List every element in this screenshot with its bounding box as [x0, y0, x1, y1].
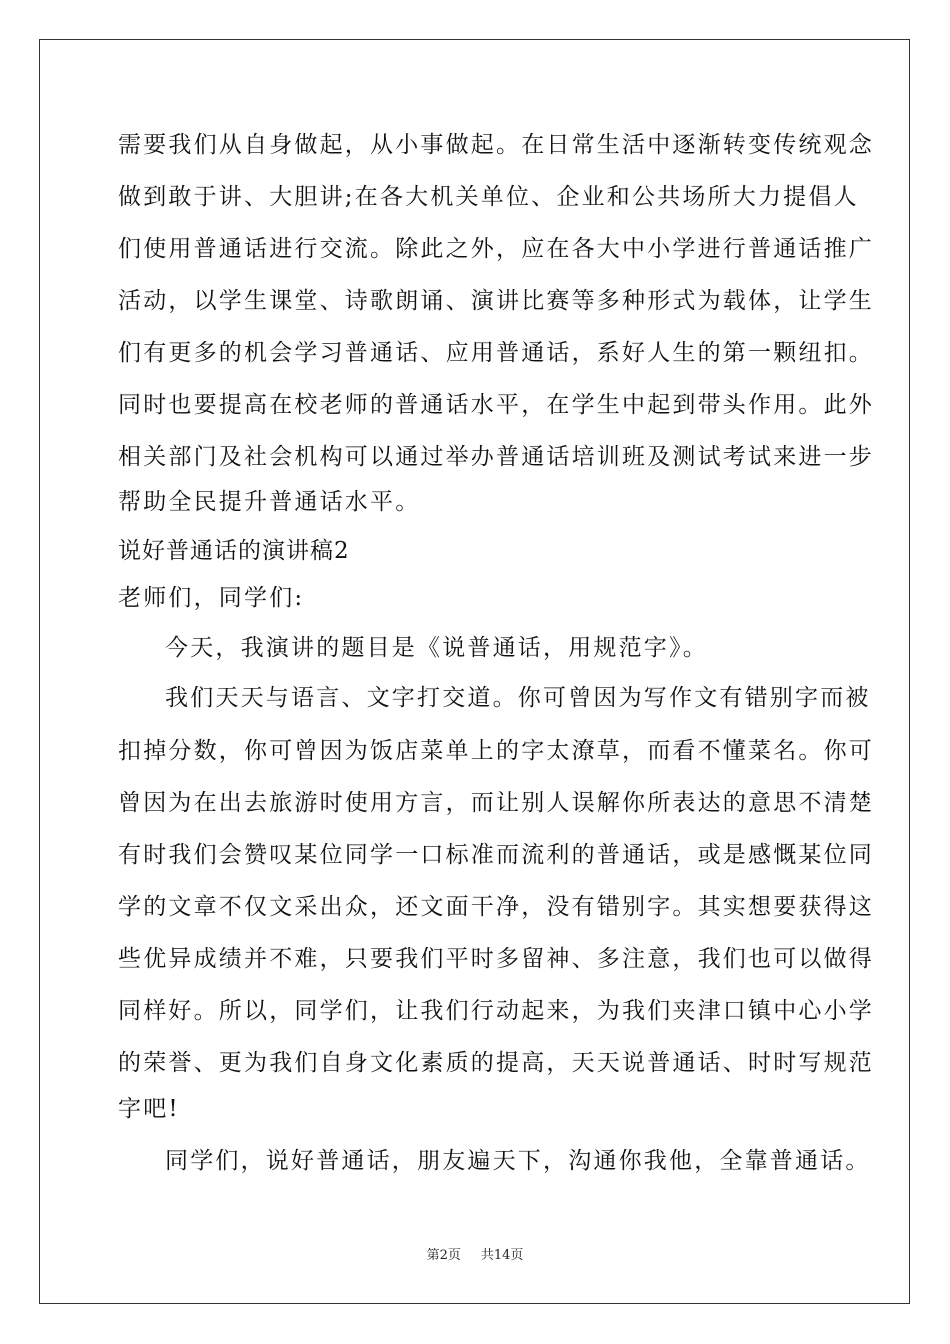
salutation: 老师们，同学们:	[118, 585, 305, 611]
text-line: 需要我们从自身做起，从小事做起。在日常生活中逐渐转变传统观念	[118, 132, 874, 158]
text-line: 同样好。所以，同学们，让我们行动起来，为我们夹津口镇中心小学	[118, 998, 874, 1024]
text-line: 们使用普通话进行交流。除此之外，应在各大中小学进行普通话推广	[118, 236, 874, 262]
page-footer	[0, 1247, 950, 1265]
text-line: 活动，以学生课堂、诗歌朗诵、演讲比赛等多种形式为载体，让学生	[118, 288, 874, 314]
text-line: 我们天天与语言、文字打交道。你可曾因为写作文有错别字而被	[165, 685, 871, 711]
section-heading: 说好普通话的演讲稿2	[118, 538, 350, 564]
text-line: 有时我们会赞叹某位同学一口标准而流利的普通话，或是感慨某位同	[118, 842, 874, 868]
text-line: 扣掉分数，你可曾因为饭店菜单上的字太潦草，而看不懂菜名。你可	[118, 738, 874, 764]
text-line: 字吧!	[118, 1096, 180, 1122]
page-total: 共14页	[480, 1248, 524, 1263]
text-line: 同学们，说好普通话，朋友遍天下，沟通你我他，全靠普通话。	[165, 1148, 871, 1174]
text-line: 学的文章不仅文采出众，还文面干净，没有错别字。其实想要获得这	[118, 894, 874, 920]
text-line: 相关部门及社会机构可以通过举办普通话培训班及测试考试来进一步	[118, 444, 874, 470]
page-number: 第2页	[426, 1248, 461, 1263]
text-line: 们有更多的机会学习普通话、应用普通话，系好人生的第一颗纽扣。	[118, 340, 874, 366]
text-line: 帮助全民提升普通话水平。	[118, 489, 421, 515]
text-line: 曾因为在出去旅游时使用方言，而让别人误解你所表达的意思不清楚	[118, 790, 874, 816]
text-line: 做到敢于讲、大胆讲;在各大机关单位、企业和公共场所大力提倡人	[118, 184, 859, 210]
text-line: 同时也要提高在校老师的普通话水平，在学生中起到带头作用。此外	[118, 392, 874, 418]
text-line: 今天，我演讲的题目是《说普通话，用规范字》。	[165, 635, 708, 661]
text-line: 些优异成绩并不难，只要我们平时多留神、多注意，我们也可以做得	[118, 946, 874, 972]
text-line: 的荣誉、更为我们自身文化素质的提高，天天说普通话、时时写规范	[118, 1050, 874, 1076]
